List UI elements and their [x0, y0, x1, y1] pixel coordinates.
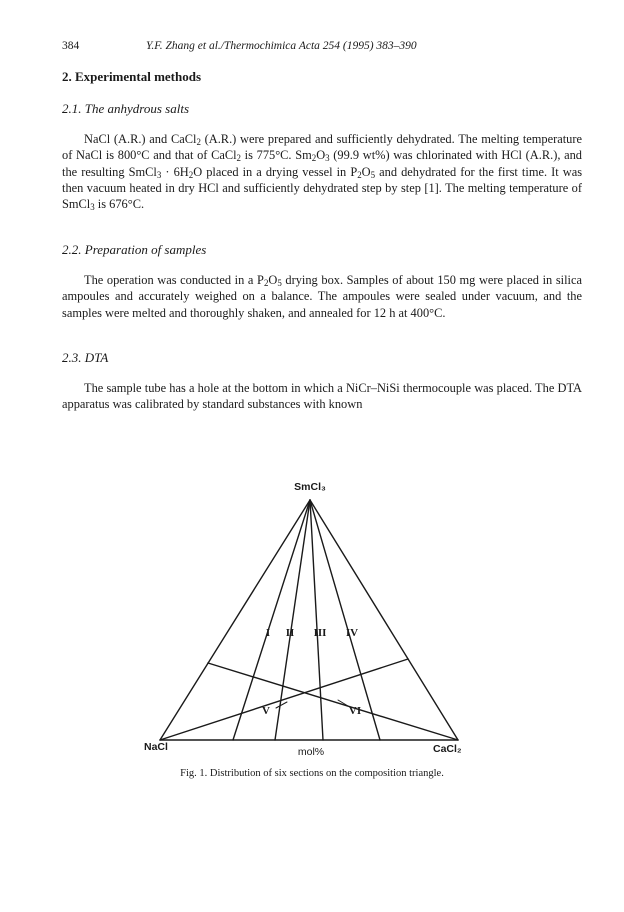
leader-line-v: [276, 702, 287, 708]
section-label-v: V: [262, 705, 270, 717]
vertex-label-nacl: NaCl: [144, 741, 168, 753]
section-label-iii: III: [313, 627, 327, 639]
section-label-vi: VI: [348, 705, 362, 717]
axis-unit-label: mol%: [297, 746, 325, 758]
section-label-ii: II: [285, 627, 295, 639]
section-line-ii: [275, 500, 310, 740]
page-number: 384: [62, 40, 80, 52]
paragraph-anhydrous-salts: NaCl (A.R.) and CaCl$_2$ (A.R.) were prepared and sufficiently dehydrated. The melting temperature of NaCl is 800°C and that of CaCl$_2$ is 775°C. $Sm_2O_3$ (99.9 wt%) was chlorinated with HCl (A.R.), and the resulting SmCl$_3$ · $6H_2O$ placed in a drying vessel in $P_2O_5$ and dehydrated for the first time. It was then vacuum heated in dry HCl and sufficiently dehydrated step by step [1]. The melting temperature of SmCl$_3$ is 676°C.: [62, 132, 583, 213]
subsection-title-preparation: 2.2. Preparation of samples: [62, 242, 207, 257]
running-head: [62, 40, 582, 58]
subsection-title-anhydrous-salts: 2.1. The anhydrous salts: [62, 101, 189, 116]
section-label-iv: IV: [345, 627, 359, 639]
composition-triangle-figure: [0, 470, 624, 800]
subsection-title-dta: 2.3. DTA: [62, 350, 109, 365]
section-label-i: I: [265, 627, 271, 639]
triangle-edge-right: [310, 500, 458, 740]
triangle-edge-left: [160, 500, 310, 740]
vertex-label-cacl2: CaCl₂: [433, 743, 462, 755]
vertex-label-smcl3: SmCl₃: [294, 481, 326, 493]
composition-triangle-diagram: [0, 470, 624, 800]
paragraph-preparation: The operation was conducted in a $P_2O_5$ drying box. Samples of about 150 mg were placed in silica ampoules and accurately weighed on a balance. The ampoules were sealed under vacuum, and the samples were melted and thoroughly shaken, and annealed for 12 h at 400°C.: [62, 273, 582, 320]
journal-reference: Y.F. Zhang et al./Thermochimica Acta 254 (1995) 383–390: [146, 40, 417, 52]
paragraph-dta: The sample tube has a hole at the bottom in which a NiCr–NiSi thermocouple was placed. The DTA apparatus was calibrated by standard substances with known: [62, 381, 582, 412]
section-title: 2. Experimental methods: [62, 69, 202, 84]
section-line-v: [160, 659, 408, 740]
figure-caption: Fig. 1. Distribution of six sections on the composition triangle.: [180, 768, 444, 779]
